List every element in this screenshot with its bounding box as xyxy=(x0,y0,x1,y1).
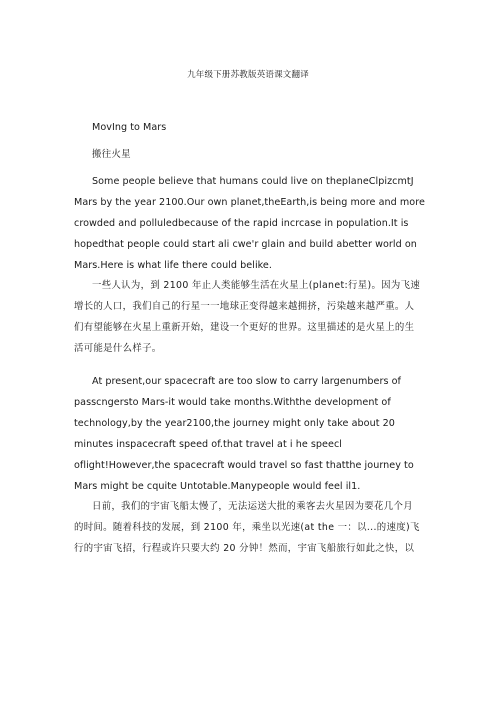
paragraph-line: 行的宇宙飞招，行程或许只要大约 20 分钟！然而，宇宙飞船旅行如此之快，以 xyxy=(74,543,415,554)
paragraph-line: 一些人认为，到 2100 年止人类能够生活在火星上(planet:行星)。因为飞速 xyxy=(92,280,421,291)
paragraph-line: MovIng to Mars xyxy=(92,122,167,133)
paragraph-line: passcngersto Mars-it would take months.Withthe development of xyxy=(74,397,391,408)
paragraph-line: Mars.Here is what life there could belike. xyxy=(74,260,272,271)
paragraph-line: 的时间。随着科技的发展，到 2100 年，乘坐以光速(at the 一：以...的速度)飞 xyxy=(74,522,420,533)
paragraph-line: 日前，我们的宇宙飞船太慢了，无法运送大批的乘客去火星因为要花几个月 xyxy=(92,501,413,512)
paragraph-line: oflight!However,the spacecraft would travel so fast thatthe journey to xyxy=(74,460,414,471)
paragraph-line: At present,our spacecraft are too slow to carry largenumbers of xyxy=(92,376,401,387)
paragraph-line: 搬往火星 xyxy=(92,149,131,160)
paragraph-line: 增长的人口，我们自己的行星一一地球正变得越来越拥挤，污染越来越严重。人 xyxy=(74,301,415,312)
paragraph-line: Mars might be cquite Untotable.Manypeople would feel il1. xyxy=(74,481,361,492)
paragraph-line: Some people believe that humans could live on theplaneClpizcmtJ xyxy=(92,176,414,187)
paragraph-line: Mars by the year 2100.Our own planet,theEarth,is being more and more xyxy=(74,197,425,208)
paragraph-line: technology,by the year2100,the journey might only take about 20 xyxy=(74,418,395,429)
paragraph-line: hopedthat people could start ali cwe'r glain and build abetter world on xyxy=(74,239,417,250)
paragraph-line: 们有望能够在火星上重新开始，建设一个更好的世界。这里描述的是火星上的生 xyxy=(74,322,415,333)
document-title: 九年级下册苏教版英语课文翻译 xyxy=(187,70,309,80)
paragraph-line: 活可能是什么样子。 xyxy=(74,343,162,354)
paragraph-line: crowded and polluledbecause of the rapid incrcase in population.It is xyxy=(74,218,409,229)
paragraph-line: minutes inspacecraft speed of.that travel at i he speecl xyxy=(74,439,343,450)
